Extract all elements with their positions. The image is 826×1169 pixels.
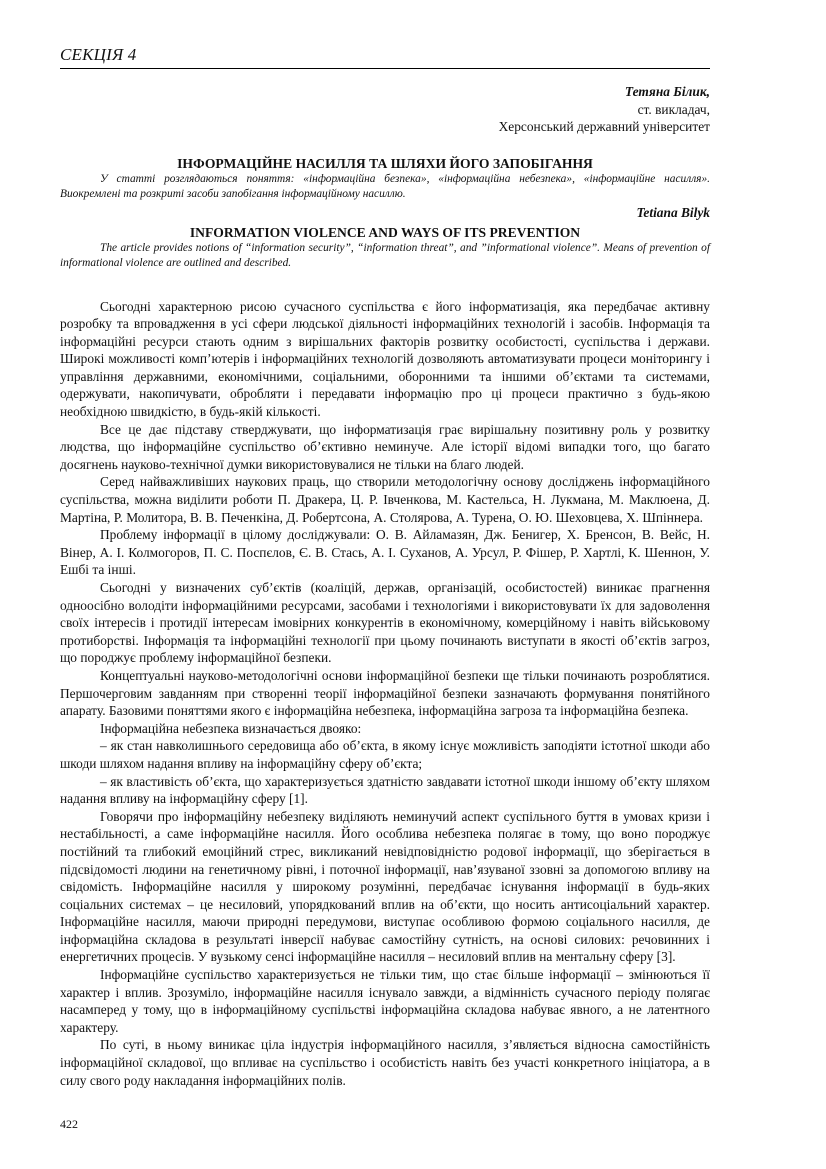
body-paragraph: Говорячи про інформаційну небезпеку виділяють неминучий аспект суспільного буття в умовах кризи і нестабільності, а саме інформаційне насилля. Його особлива небезпека полягає в тому, що воно породжує постійний та глибокий емоційний стрес, викликаний невідповідністю родової інформації, що зберігається в підсвідомості людини на генетичному рівні, і поточної інформації, нав’язуваної ззовні за допомогою впливу на свідомість. Інформаційне насилля у широкому розумінні, передбачає існування інформації в будь-яких соціальних системах – це несиловий, упорядкований вплив на об’єкти, що носить антисоціальний характер. Інформаційне насилля, маючи природні передумови, виступає особливою формою соціального насилля, де інформаційна складова в результаті інверсії набуває самостійну сутність, на основі силових: речовинних і енергетичних процесів. У вузькому сенсі інформаційне насилля – несиловий вплив на ментальну сферу [3]. [60, 808, 710, 965]
body-paragraph: По суті, в ньому виникає ціла індустрія інформаційного насилля, з’являється відносна самостійність інформаційної складової, що впливає на суспільство і особистість навіть без участі конкретного ініціатора, а в силу свого роду накладання інформаційних полів. [60, 1037, 710, 1088]
body-paragraph: Все це дає підставу стверджувати, що інформатизація грає вирішальну позитивну роль у розвитку людства, що інформаційне суспільство об’єктивно неминуче. Але історії відомі випадки того, що багато досягнень науково-технічної думки використовувалися не тільки на благо людей. [60, 421, 710, 472]
abstract-ua: У статті розглядаються поняття: «інформаційна безпека», «інформаційна небезпека», «інформаційне насилля». Виокремлені та розкриті засоби запобігання інформаційному насиллю. [60, 172, 710, 200]
body-paragraph: Проблему інформації в цілому досліджували: О. В. Айламазян, Дж. Бенигер, Х. Бренсон, В. Вейс, Н. Вінер, А. І. Колмогоров, П. С. Поспєлов, Є. В. Стась, А. І. Суханов, А. Урсул, Р. Фішер, Р. Хартлі, К. Шеннон, У. Ешбі та інші. [60, 527, 710, 578]
article-body [60, 298, 710, 1090]
article-title-en: INFORMATION VIOLENCE AND WAYS OF ITS PREVENTION [189, 224, 581, 240]
body-paragraph: Інформаційна небезпека визначається двояко: [100, 720, 362, 736]
body-paragraph: Концептуальні науково-методологічні основи інформаційної безпеки ще тільки починають розроблятися. Першочерговим завданням при створенні теорії інформаційної безпеки зазначають формування понятійного апарату. Базовими поняттями якого є інформаційна небезпека, інформаційна загроза та інформаційна безпека. [60, 667, 710, 719]
abstract-en: The article provides notions of “information security”, “information threat”, and ”informational violence”. Means of prevention of informational violence are outlined and described. [60, 241, 710, 269]
article-page [60, 44, 710, 1089]
page-number: 422 [60, 1117, 78, 1131]
author-block-ua [60, 83, 710, 136]
author-position: ст. викладач, [637, 101, 710, 117]
article-title-ua: ІНФОРМАЦІЙНЕ НАСИЛЛЯ ТА ШЛЯХИ ЙОГО ЗАПОБІГАННЯ [177, 155, 593, 171]
section-header: СЕКЦІЯ 4 [60, 44, 710, 69]
body-paragraph: Інформаційне суспільство характеризується не тільки тим, що стає більше інформації – змінюються її характер і вплив. Зрозуміло, інформаційне насилля існувало завжди, а відмінність сучасного періоду полягає насамперед у тому, що в інформаційному суспільстві інформаційна складова набуває явного, а не латентного характеру. [60, 967, 710, 1035]
body-paragraph: Сьогодні у визначених суб’єктів (коаліцій, держав, організацій, особистостей) виникає прагнення одноосібно володіти інформаційними ресурсами, засобами і технологіями і використовувати їх для задоволення своїх інтересів і протидії інтересам імовірних конкурентів в економічному, комерційному і навіть військовому протиборстві. Інформація та інформаційні технології при цьому починають виступати в якості об’єктів загроз, що породжує проблему інформаційної безпеки. [60, 580, 710, 666]
author-name-en: Tetiana Bilyk [636, 204, 710, 220]
body-paragraph: Сьогодні характерною рисою сучасного суспільства є його інформатизація, яка передбачає активну розробку та впровадження в усі сфери людської діяльності інформаційних технологій і засобів. Інформація та інформаційні ресурси стають одним з вирішальних факторів розвитку особистості, суспільства і держави. Широкі можливості комп’ютерів і інформаційних технологій дозволяють автоматизувати процеси моніторингу і управління державними, економічними, соціальними, оборонними та іншими об’єктами та системами, одержувати, накопичувати, обробляти і передавати інформацію про ці процеси практично з будь-якою необхідною швидкістю, в будь-якій кількості. [60, 298, 710, 420]
author-affiliation: Херсонський державний університет [498, 119, 710, 134]
list-item: – як стан навколишнього середовища або об’єкта, в якому існує можливість заподіяти істотної шкоди або шкоди шляхом надання впливу на інформаційну сферу об’єкта; [60, 738, 710, 771]
body-paragraph: Серед найважливіших наукових праць, що створили методологічну основу досліджень інформаційного суспільства, можна виділити роботи П. Дракера, Ц. Р. Івченкова, М. Кастельса, Н. Лукмана, М. Маклюена, Д. Мартіна, Р. Молитора, В. В. Печенкіна, Д. Робертсона, А. Столярова, А. Турена, О. Ю. Шеховцева, Х. Шпіннера. [60, 474, 710, 525]
author-name-ua: Тетяна Білик, [624, 84, 710, 99]
list-item: – як властивість об’єкта, що характеризується здатністю завдавати істотної шкоди іншому об’єкту шляхом надання впливу на інформаційну сферу [1]. [60, 773, 710, 807]
